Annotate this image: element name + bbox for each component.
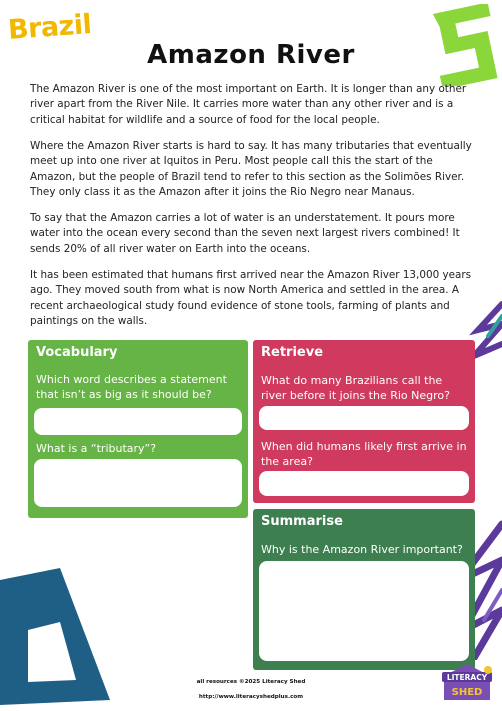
retrieve-title: Retrieve: [261, 345, 324, 360]
literacy-shed-logo: [438, 660, 496, 702]
retrieve-question-2: When did humans likely first arrive in the area?: [261, 440, 467, 468]
logo-line-1: LITERACY: [446, 673, 488, 682]
page-title: Amazon River: [147, 40, 355, 70]
summarise-title: Summarise: [261, 514, 343, 529]
vocabulary-question-1: Which word describes a statement that isn’t as big as it should be?: [36, 373, 227, 401]
vocabulary-answer-box-2[interactable]: [34, 459, 242, 507]
vocabulary-question-2: What is a “tributary”?: [36, 442, 157, 455]
retrieve-answer-box-1[interactable]: [259, 406, 469, 430]
retrieve-answer-box-2[interactable]: [259, 471, 469, 496]
website-link[interactable]: http://www.literacyshedplus.com: [198, 694, 304, 700]
country-label: Brazil: [7, 9, 93, 46]
summarise-answer-box[interactable]: [259, 561, 469, 661]
summarise-question-1: Why is the Amazon River important?: [261, 543, 463, 556]
paragraph-humans: It has been estimated that humans first arrived near the Amazon River 13,000 years ago. They moved south from what is now North America and settled in the area. A recent archaeological study found evidence of stone tools, farming of plants and paintings on the walls.: [30, 269, 472, 328]
vocabulary-title: Vocabulary: [36, 345, 118, 360]
paragraph-water: To say that the Amazon carries a lot of water is an understatement. It pours more water into the ocean every second than the seven next largest rivers combined! It sends 20% of all river water on Earth into the oceans.: [30, 212, 460, 255]
paragraph-intro: The Amazon River is one of the most important on Earth. It is longer than any other river apart from the River Nile. It carries more water than any other river and is a critical habitat for wildlife and a source of food for the local people.: [30, 83, 467, 126]
paragraph-source: Where the Amazon River starts is hard to say. It has many tributaries that eventually meet up into one river at Iquitos in Peru. Most people call this the start of the Amazon, but the people of Brazil tend to refer to this section as the Solimões River. They only class it as the Amazon after it joins the Rio Negro near Manaus.: [30, 140, 472, 199]
copyright-text: all resources ©2025 Literacy Shed: [196, 679, 306, 685]
vocabulary-answer-box-1[interactable]: [34, 408, 242, 435]
retrieve-panel: [253, 340, 475, 503]
vocabulary-panel: [28, 340, 248, 518]
summarise-panel: [253, 509, 475, 670]
retrieve-question-1: What do many Brazilians call the river before it joins the Rio Negro?: [261, 374, 450, 402]
logo-line-2: SHED: [451, 687, 483, 698]
